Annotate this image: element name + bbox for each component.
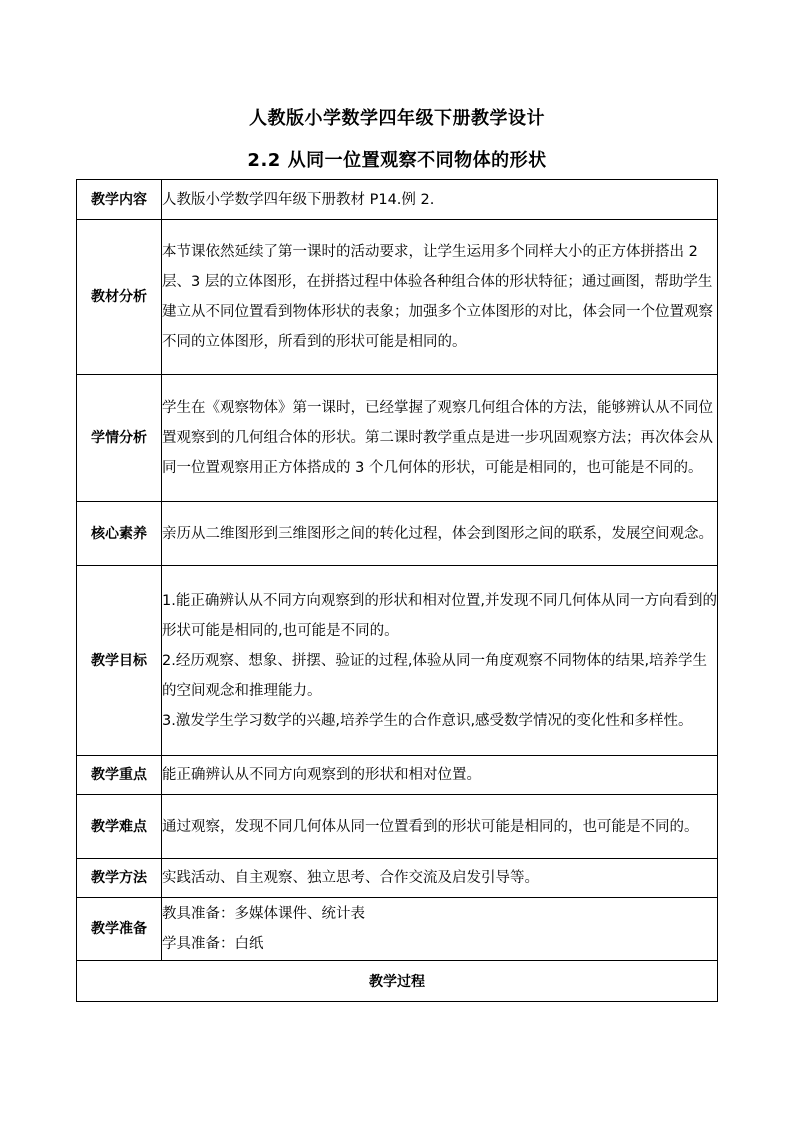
document-title: 人教版小学数学四年级下册教学设计 (249, 108, 545, 129)
row-preparation-list (162, 898, 718, 961)
preparation-item: 教具准备：多媒体课件、统计表 (162, 906, 365, 922)
objective-item: 3.激发学生学习数学的兴趣,培养学生的合作意识,感受数学情况的变化性和多样性。 (162, 712, 693, 729)
objective-item: 1.能正确辨认从不同方向观察到的形状和相对位置,并发现不同几何体从同一方向看到的形状可能是相同的,也可能是不同的。 (162, 592, 717, 639)
row-text-method: 实践活动、自主观察、独立思考、合作交流及启发引导等。 (162, 859, 718, 898)
row-text-student-analysis: 学生在《观察物体》第一课时，已经掌握了观察几何组合体的方法，能够辨认从不同位置观察到的几何组合体的形状。第二课时教学重点是进一步巩固观察方法；再次体会从同一位置观察用正方体搭成的 3 个几何体的形状，可能是相同的，也可能是不同的。 (162, 375, 718, 502)
table-row (77, 502, 718, 566)
row-label-content: 教学内容 (77, 180, 162, 220)
preparation-item: 学具准备：白纸 (162, 936, 264, 952)
table-row (77, 961, 718, 1002)
table-row (77, 795, 718, 859)
row-label-method: 教学方法 (77, 859, 162, 898)
table-row (77, 859, 718, 898)
row-objectives-list (162, 566, 718, 756)
row-label-difficulty: 教学难点 (77, 795, 162, 859)
row-text-key-point: 能正确辨认从不同方向观察到的形状和相对位置。 (162, 756, 718, 795)
table-row (77, 898, 718, 961)
table-row (77, 566, 718, 756)
row-label-key-point: 教学重点 (77, 756, 162, 795)
lesson-title: 2.2 从同一位置观察不同物体的形状 (247, 150, 547, 171)
table-row (77, 180, 718, 220)
row-label-preparation: 教学准备 (77, 898, 162, 961)
lesson-plan-table (76, 179, 718, 1002)
teaching-process-header: 教学过程 (77, 961, 718, 1002)
row-label-material-analysis: 教材分析 (77, 220, 162, 375)
row-text-core-literacy: 亲历从二维图形到三维图形之间的转化过程，体会到图形之间的联系，发展空间观念。 (162, 502, 718, 566)
table-row (77, 220, 718, 375)
row-text-content: 人教版小学数学四年级下册教材 P14.例 2. (162, 180, 718, 220)
table-row (77, 756, 718, 795)
row-label-objectives: 教学目标 (77, 566, 162, 756)
row-text-difficulty: 通过观察，发现不同几何体从同一位置看到的形状可能是相同的，也可能是不同的。 (162, 795, 718, 859)
row-label-core-literacy: 核心素养 (77, 502, 162, 566)
objective-item: 2.经历观察、想象、拼摆、验证的过程,体验从同一角度观察不同物体的结果,培养学生的空间观念和推理能力。 (162, 652, 708, 699)
row-text-material-analysis: 本节课依然延续了第一课时的活动要求，让学生运用多个同样大小的正方体拼搭出 2 层、3 层的立体图形，在拼搭过程中体验各种组合体的形状特征；通过画图，帮助学生建立从不同位置看到物体形状的表象；加强多个立体图形的对比，体会同一个位置观察不同的立体图形，所看到的形状可能是相同的。 (162, 220, 718, 375)
row-label-student-analysis: 学情分析 (77, 375, 162, 502)
table-row (77, 375, 718, 502)
